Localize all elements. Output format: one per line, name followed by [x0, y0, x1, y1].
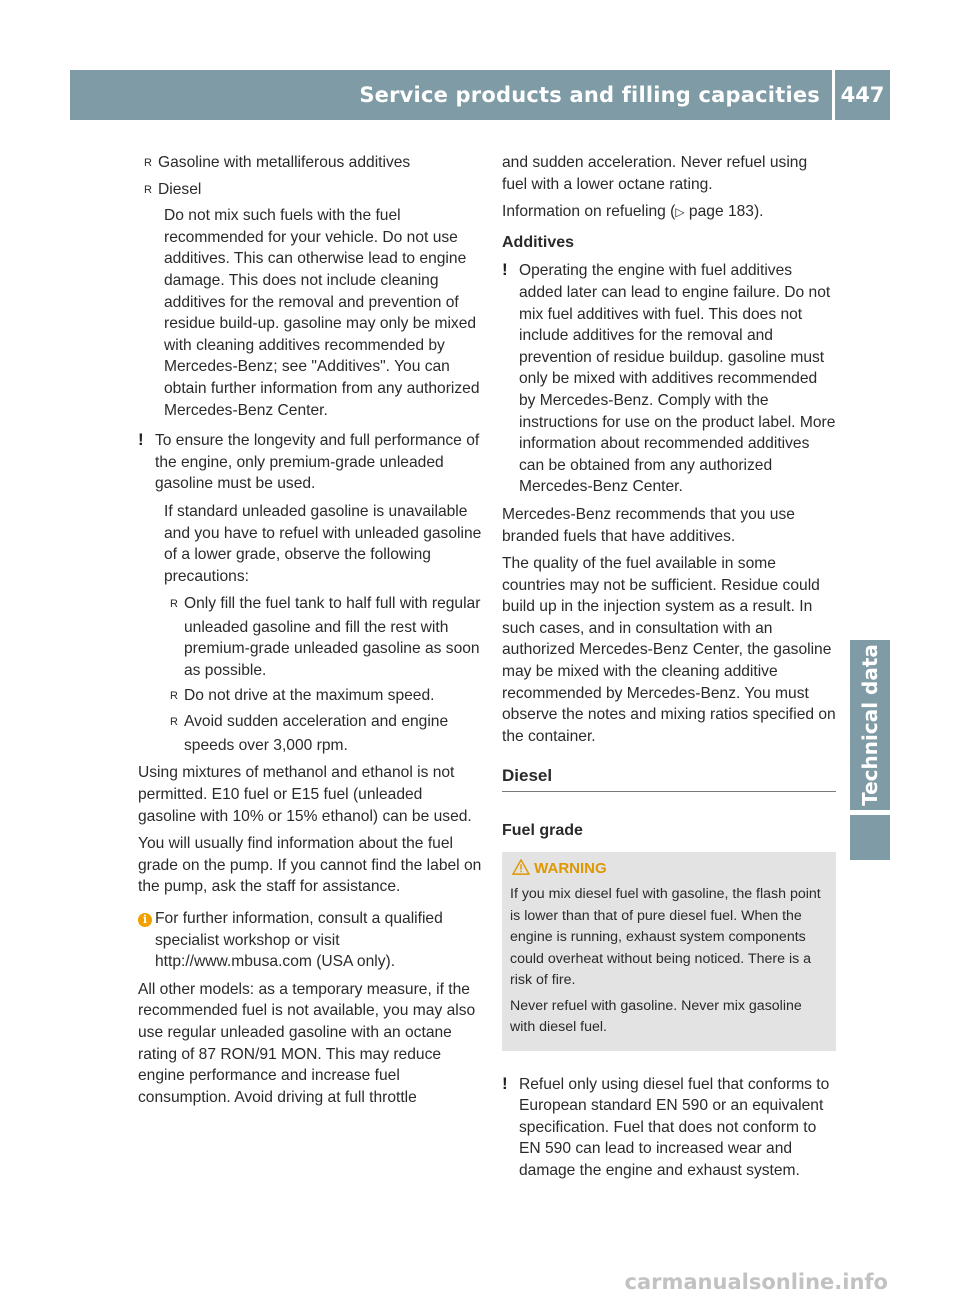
watermark: carmanualsonline.info — [624, 1270, 888, 1294]
page-number: 447 — [840, 83, 885, 107]
warning-label: WARNING — [534, 859, 607, 877]
chapter-tab — [850, 640, 890, 810]
bullet-marker-icon: R — [144, 183, 152, 196]
premium-fuel-notice: ! To ensure the longevity and full performance of the engine, only premium-grade unleaded gasoline must be used. — [138, 430, 480, 493]
list-item: R Avoid sudden acceleration and engine speeds over 3,000 rpm. — [170, 713, 449, 754]
bullet-marker-icon: R — [170, 689, 178, 702]
warning-triangle-icon — [512, 859, 530, 875]
warning-box — [502, 852, 836, 1051]
warning-header — [510, 858, 828, 880]
info-icon: i — [138, 913, 152, 927]
page-header — [70, 70, 890, 120]
right-column — [502, 152, 836, 1188]
exclamation-icon: ! — [502, 1073, 508, 1093]
list-item: R Gasoline with metalliferous additives — [138, 152, 482, 176]
chapter-tab-label: Technical data — [858, 644, 882, 806]
exclamation-icon: ! — [138, 430, 144, 450]
list-item: R Only fill the fuel tank to half full with regular unleaded gasoline and fill the rest with premium-grade unleaded gasoline as soon as possible. — [170, 595, 481, 680]
precautions-list — [138, 593, 482, 756]
list-item: R Diesel — [138, 179, 482, 203]
page-reference-arrow-icon: ▷ — [675, 205, 685, 220]
header-title: Service products and filling capacities — [359, 83, 820, 107]
bullet-marker-icon: R — [144, 157, 152, 169]
fuel-quality-paragraph: The quality of the fuel available in some countries may not be sufficient. Residue could build up in the injection system as a result. In such cases, and in consultation with an authorized Mercedes-Benz Center, the gasoline may be mixed with the cleaning additive recommended by Mercedes-Benz. You must observe the notes and mixing ratios specified on the container. — [502, 555, 836, 745]
additives-heading: Additives — [502, 233, 575, 251]
fuel-grade-heading: Fuel grade — [502, 822, 583, 840]
bullet-marker-icon: R — [170, 598, 178, 611]
fuel-mix-paragraph: Do not mix such fuels with the fuel recommended for your vehicle. Do not use additives. This can otherwise lead to engine damage. This does not include cleaning additives for the removal and prevention of residue build-up. gasoline may only be mixed with cleaning additives recommended by Mercedes-Benz; see "Additives". You can obtain further information from any authorized Mercedes-Benz Center. — [164, 207, 480, 419]
fuel-grade-paragraph: You will usually find information about the fuel grade on the pump. If you cannot find the label on the pump, ask the staff for assistance. — [138, 835, 482, 896]
methanol-paragraph: Using mixtures of methanol and ethanol is not permitted. E10 fuel or E15 fuel (unleaded gasoline with 10% or 15% ethanol) can be used. — [138, 764, 472, 825]
additives-notice: ! Operating the engine with fuel additives added later can lead to engine failure. Do not mix fuel additives with fuel. This does not include additives for the removal and prevention of residue buildup. gasoline must only be mixed with additives recommended by Mercedes-Benz. Comply with the instructions for use on the product label. More information about recommended additives can be obtained from any authorized Mercedes-Benz Center. — [502, 260, 836, 496]
info-notice: i For further information, consult a qualified specialist workshop or visit http://www.mbusa.com (USA only). — [138, 908, 482, 973]
precautions-intro: If standard unleaded gasoline is unavailable and you have to refuel with unleaded gasoline of a lower grade, observe the following precautions: — [164, 502, 482, 585]
left-column — [138, 152, 482, 1114]
recommends-paragraph: Mercedes-Benz recommends that you use branded fuels that have additives. — [502, 505, 795, 545]
refueling-reference: Information on refueling (▷ page 183). — [502, 203, 764, 221]
list-item: R Do not drive at the maximum speed. — [164, 685, 482, 709]
diesel-standard-notice: ! Refuel only using diesel fuel that conforms to European standard EN 590 or an equivalent specification. Fuel that does not conform to EN 590 can lead to increased wear and damage the engine and exhaust system. — [502, 1073, 830, 1179]
warning-text: If you mix diesel fuel with gasoline, the flash point is lower than that of pure diesel fuel. When the engine is running, exhaust system components could overheat without being noticed. There is a risk of fire. — [510, 886, 821, 989]
continuation-paragraph: and sudden acceleration. Never refuel using fuel with a lower octane rating. — [502, 154, 808, 193]
chapter-tab-marker — [850, 815, 890, 860]
exclamation-icon: ! — [502, 260, 508, 280]
warning-text: Never refuel with gasoline. Never mix gasoline with diesel fuel. — [510, 997, 802, 1036]
other-models-paragraph: All other models: as a temporary measure, if the recommended fuel is not available, you may also use regular unleaded gasoline with an octane rating of 87 RON/91 MON. This may reduce engine performance and increase fuel consumption. Avoid driving at full throttle — [138, 980, 476, 1106]
diesel-section-title: Diesel — [502, 765, 836, 792]
bullet-marker-icon: R — [170, 716, 178, 729]
